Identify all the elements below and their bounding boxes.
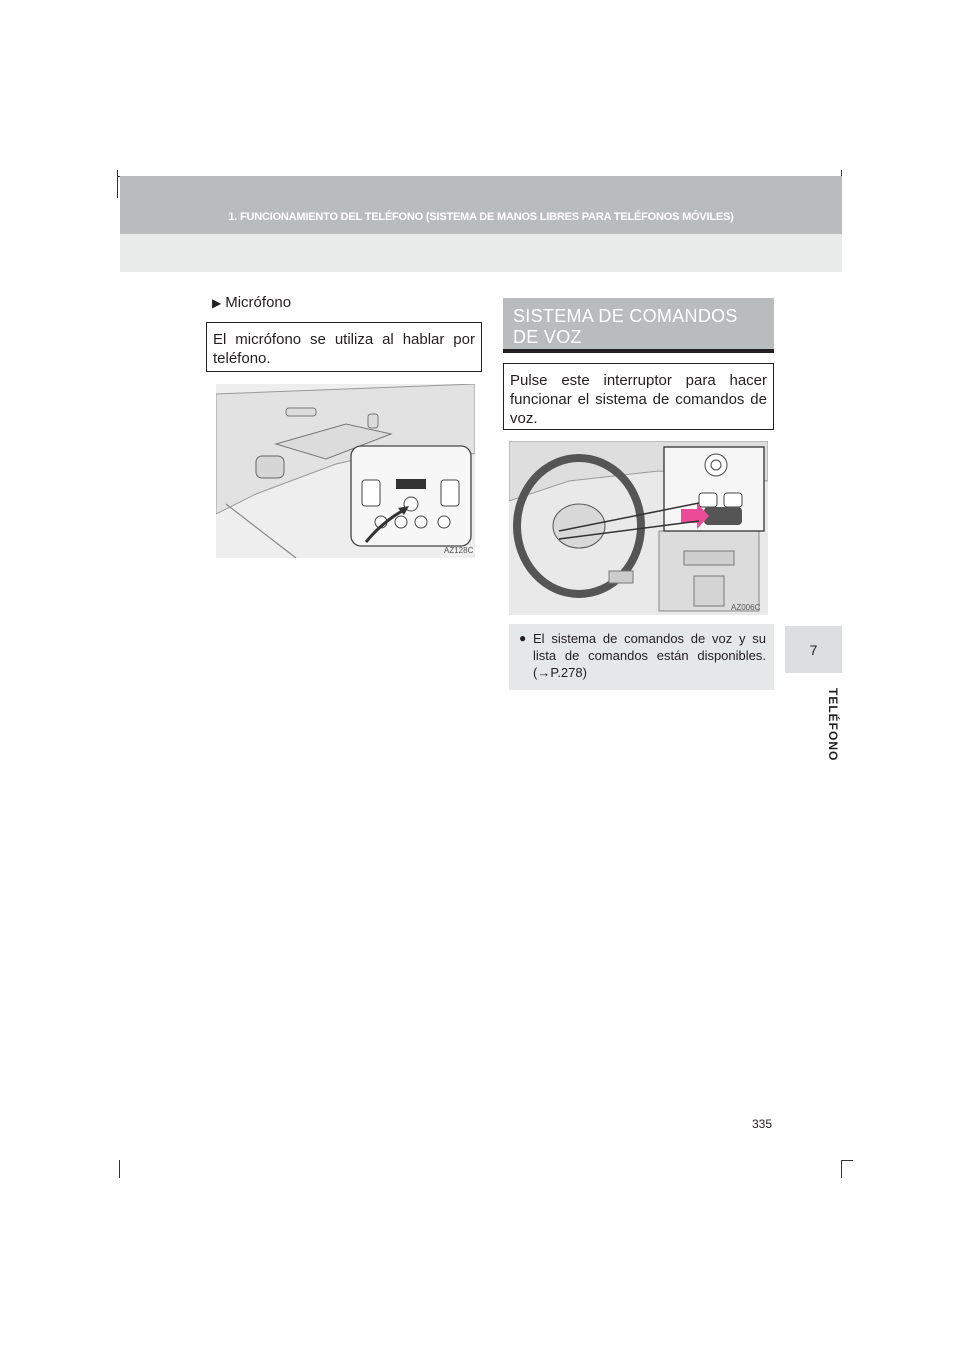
- header-underband: [120, 234, 842, 272]
- sub-heading-text: Micrófono: [225, 294, 292, 311]
- overhead-console-drawing: [216, 384, 475, 558]
- illustration-code: AZ006C: [731, 603, 761, 612]
- sub-heading: [212, 294, 291, 311]
- instruction-box: Pulse este interruptor para hacer funcionar el sistema de comandos de voz.: [503, 363, 774, 430]
- chapter-number-tab: 7: [785, 626, 842, 673]
- crop-mark: [841, 1160, 842, 1178]
- steering-switch-illustration: [509, 441, 768, 615]
- note-text: El sistema de comandos de voz y su lista de comandos están disponibles. (→P.278): [533, 631, 766, 680]
- chapter-label: TELÉFONO: [826, 688, 840, 762]
- crop-mark: [841, 1160, 853, 1161]
- page-header-title: 1. FUNCIONAMIENTO DEL TELÉFONO (SISTEMA DE MANOS LIBRES PARA TELÉFONOS MÓVILES): [228, 211, 734, 223]
- crop-mark: [117, 170, 118, 198]
- page-number: 335: [752, 1117, 773, 1131]
- note-box: [509, 624, 774, 690]
- crop-mark: [119, 1160, 120, 1178]
- triangle-arrow-icon: ▶: [212, 296, 222, 310]
- microphone-illustration: [216, 384, 475, 558]
- steering-wheel-drawing: [509, 441, 768, 615]
- bullet-icon: ●: [519, 631, 527, 645]
- illustration-code: AZ128C: [444, 546, 474, 555]
- description-box: El micrófono se utiliza al hablar por teléfono.: [206, 322, 482, 372]
- section-title: SISTEMA DE COMANDOS DE VOZ: [503, 298, 774, 353]
- header-band: [120, 176, 842, 234]
